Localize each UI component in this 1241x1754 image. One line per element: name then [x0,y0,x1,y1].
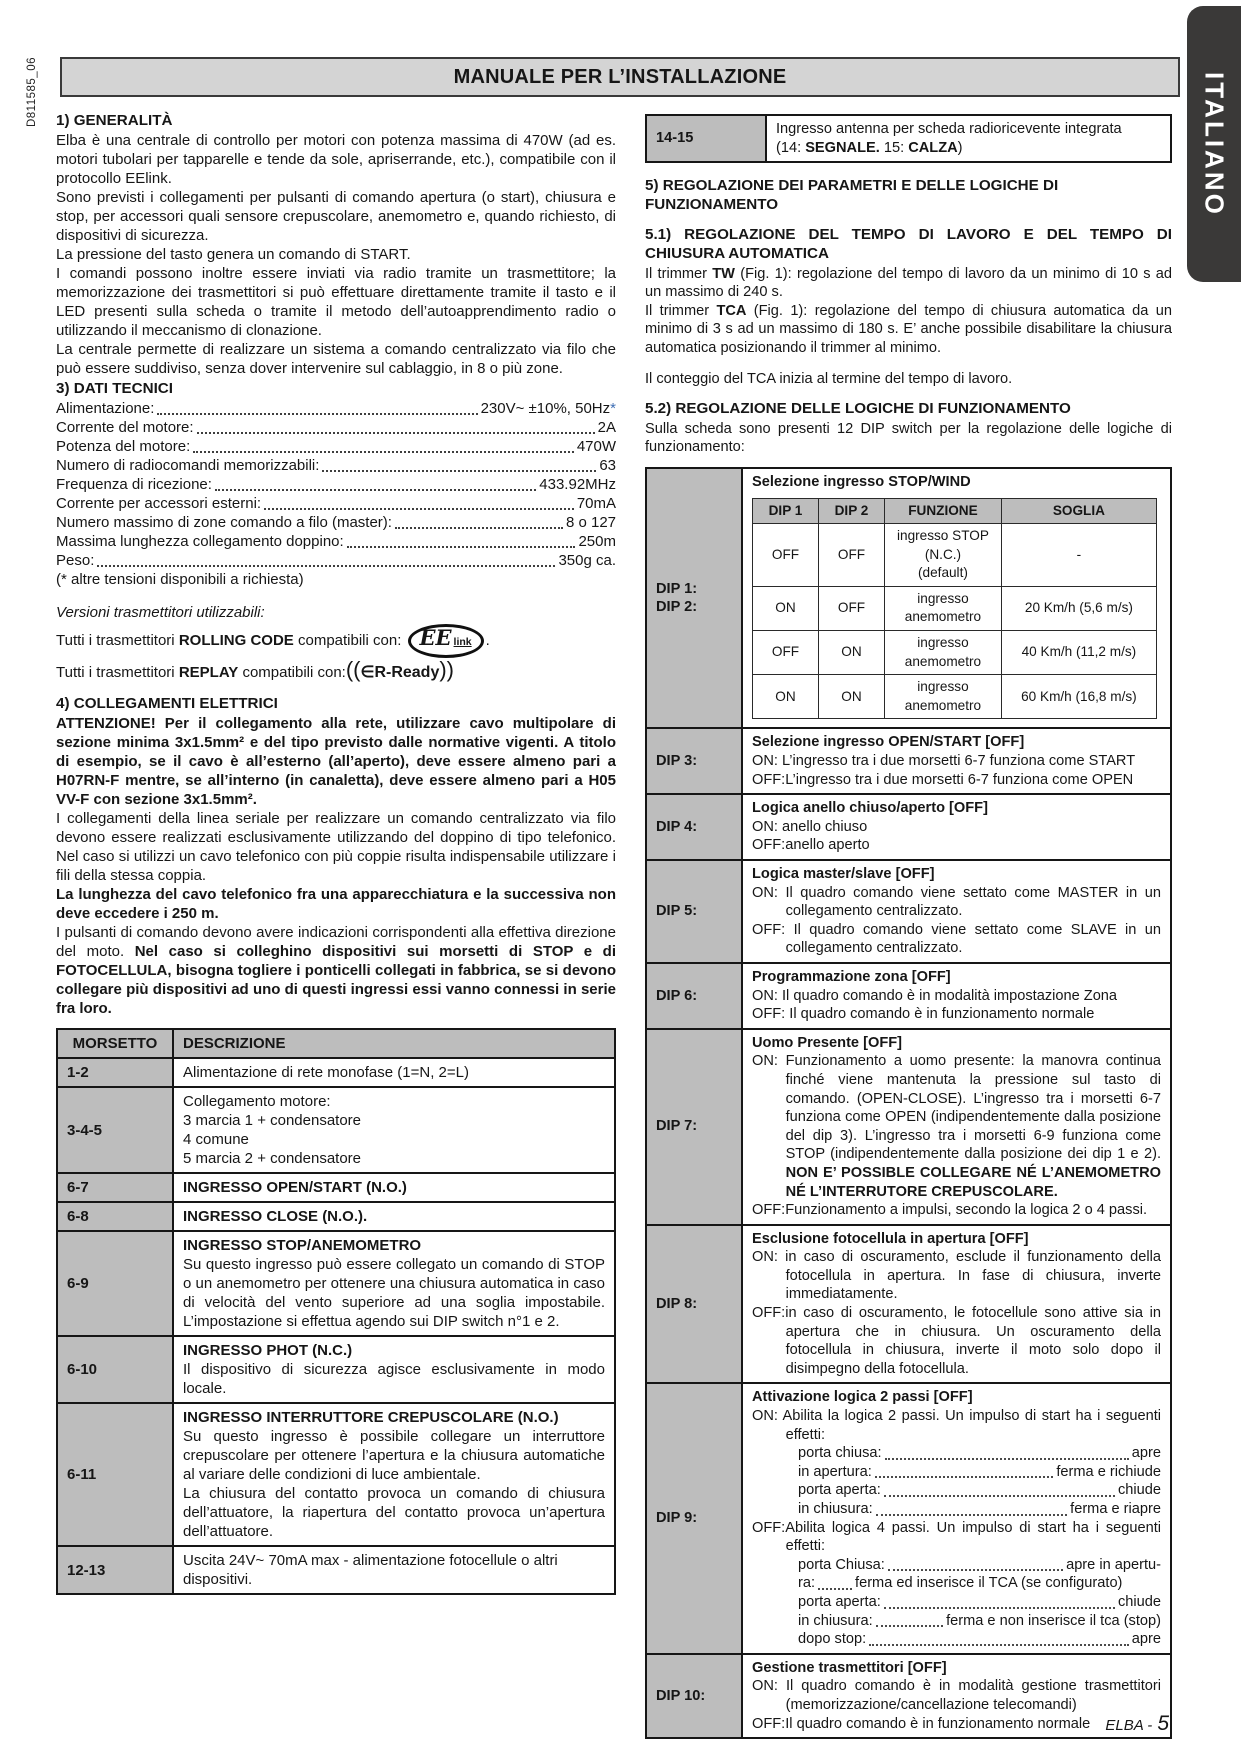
section-4-bold-note: La lunghezza del cavo telefonico fra una apparecchiatura e la successiva non deve eccedere i 250 m. [56,886,616,922]
description-title: INGRESSO PHOT (N.C.) [183,1342,353,1359]
dotted-leader [97,551,555,567]
replay-text: Tutti i trasmettitori REPLAY compatibili con: [56,664,346,681]
period: . [485,631,490,649]
soglia-cell: 20 Km/h (5,6 m/s) [1001,586,1156,630]
dip-switch-table [645,467,1172,1739]
description-line: 3 marcia 1 + condensatore [183,1112,362,1129]
effect-label: porta Chiusa: [798,1556,885,1573]
table-row [646,115,1171,162]
description-line: Su questo ingresso può essere collegato un comando di STOP o un anemometro per ottenere una chiusura automatica in caso di velocità del vento superiore ad una soglia impostabile. L’impostazione si effettua agendo sui DIP switch n°1 e 2. [183,1256,605,1330]
dotted-leader [264,494,574,510]
soglia-cell: - [1001,524,1156,587]
dip-label-cell [646,468,742,729]
effect-result: chiude [1117,1593,1161,1610]
effect-label: porta aperta: [798,1593,881,1610]
dip-off-line: OFF:Abilita logica 4 passi. Un impulso di start ha i seguenti effetti: [752,1519,1161,1555]
tech-spec-label: Frequenza di ricezione: [56,476,212,493]
section-4-paragraph: I pulsanti di comando devono avere indicazioni corrispondenti alla effettiva direzione del moto. Nel caso si colleghino dispositivi sui morsetti di STOP e di FOTOCELLULA, bisogna togliere i ponticelli collegati in fabbrica, se si devono collegare più dispositivi ad uno di questi ingressi essi vanno connessi in serie fra loro. [56,924,616,1017]
section-4-paragraph: I collegamenti della linea seriale per realizzare un comando centralizzato via filo devono essere realizzati esclusivamente utilizzando del doppino di tipo telefonico. Nel caso si utilizzi un cavo telefonico con più coppie risulta indispensabile utilizzare i fili della stessa coppia. [56,810,616,884]
dip1-state: OFF [753,631,819,675]
dip-row-5 [646,860,1171,963]
terminal-cell: 6-9 [57,1231,173,1336]
dip2-state: ON [819,675,885,719]
dip-row-4 [646,794,1171,860]
effect-label: in chiusura: [798,1612,873,1629]
eelink-logo-sub: link [453,636,472,648]
section-5-1-paragraph: Il trimmer TCA (Fig. 1): regolazione del tempo di chiusura automatica da un minimo di 3 s ad un massimo di 180 s. E’ anche possibile disabilitare la chiusura automatica posizionando il trimmer al minimo. [645,302,1172,356]
dip-title: Gestione trasmettitori [OFF] [752,1659,947,1676]
description-cell: Alimentazione di rete monofase (1=N, 2=L) [173,1058,615,1087]
description-cell: INGRESSO OPEN/START (N.O.) [173,1173,615,1202]
subtable-row [753,675,1157,719]
effect-result: apre [1131,1445,1161,1462]
dip-on-line: ON: Il quadro comando viene settato come MASTER in un collegamento centralizzato. [752,884,1161,920]
effect-result: chiude [1117,1482,1161,1499]
dip-on-line: ON: Abilita la logica 2 passi. Un impulso di start ha i seguenti effetti: [752,1408,1161,1443]
dip-content-cell [742,1225,1171,1384]
terminal-cell: 6-11 [57,1403,173,1546]
dip1-state: ON [753,675,819,719]
tech-spec-label: Corrente del motore: [56,419,194,436]
effect-line [798,1481,1161,1500]
effect-result: ferma e non inserisce il tca (stop) [946,1612,1161,1629]
effect-result: apre [1131,1631,1161,1648]
dip-content-cell [742,468,1171,729]
dip-row-10 [646,1654,1171,1738]
tech-spec-value: 250m [578,533,616,550]
terminal-cell: 1-2 [57,1058,173,1087]
table-header-row [57,1029,615,1058]
dip-content-cell [742,860,1171,963]
tech-spec-label: Massima lunghezza collegamento doppino: [56,533,344,550]
funzione-cell: ingresso anemometro [885,631,1002,675]
dip-row-7 [646,1029,1171,1225]
description-title: INGRESSO INTERRUTTORE CREPUSCOLARE (N.O.) [183,1409,559,1426]
dip-off-line: OFF: Il quadro comando è in funzionamento normale [752,1006,1095,1023]
effect-label: in chiusura: [798,1501,873,1517]
footnote-asterisk: * [610,400,616,417]
rolling-code-line [56,624,616,658]
description-line: Su questo ingresso è possibile collegare un interruttore crepuscolare per ottenere l’apertura e la chiusura automatiche al variare delle condizioni di luce ambientale. [183,1428,605,1483]
tech-spec-value: 230V~ ±10%, 50Hz [480,400,611,417]
tech-spec-value: 70mA [576,495,616,512]
effect-label: ra: [798,1575,816,1592]
er-ready-logo [345,657,454,682]
dip-on-line: ON: L’ingresso tra i due morsetti 6-7 funziona come START [752,753,1136,770]
dotted-leader [818,1574,852,1590]
dip-on-line: ON: Funzionamento a uomo presente: la manovra continua finché viene mantenuta la pressione sul tasto di comando. (OPEN-CLOSE). L’ingresso tra i morsetti 6-7 funziona come OPEN (indipendentemente dalla posizione del dip 3). L’ingresso tra i morsetti 6-9 funziona come STOP (indipendentemente dalla posizione dei dip 1 e 2). NON E’ POSSIBLE COLLEGARE NÉ L’ANEMOMETRO NÉ L’INTERRUTORE CREPUSCOLARE. [752,1053,1161,1200]
subtable-row [753,524,1157,587]
tech-spec-row [56,437,616,456]
dip-row-1-2 [646,468,1171,729]
dip2-state: OFF [819,586,885,630]
dip-label-cell: DIP 6: [646,963,742,1029]
eelink-logo [408,624,484,658]
description-cell [173,1403,615,1546]
terminal-cell: 6-7 [57,1173,173,1202]
tech-spec-value: 2A [597,419,616,436]
description-line: Il dispositivo di sicurezza agisce esclusivamente in modo locale. [183,1361,605,1397]
terminal-cell: 6-8 [57,1202,173,1231]
descrizione-column-header: DESCRIZIONE [173,1029,615,1058]
description-cell: Uscita 24V~ 70mA max - alimentazione fotocellule o altri dispositivi. [173,1546,615,1594]
subtable-header: SOGLIA [1001,498,1156,524]
dip-row-3 [646,728,1171,794]
section-5-2-heading: 5.2) REGOLAZIONE DELLE LOGICHE DI FUNZIONAMENTO [645,400,1071,418]
tech-spec-row [56,475,616,494]
tech-spec-label: Peso: [56,552,95,569]
funzione-cell: ingresso anemometro [885,675,1002,719]
funzione-line: ingresso STOP (N.C.) [896,528,989,562]
dip-row-9 [646,1383,1171,1653]
transmitter-versions-title: Versioni trasmettitori utilizzabili: [56,604,265,621]
table-row [57,1173,615,1202]
description-line: Collegamento motore: [183,1093,331,1110]
dip-off-line: OFF:anello aperto [752,837,870,854]
section-5-1-paragraph: Il trimmer TW (Fig. 1): regolazione del tempo di lavoro da un minimo di 10 s ad un massimo di 240 s. [645,265,1172,301]
funzione-line: (default) [918,565,968,581]
footer-page-number: 5 [1157,1712,1169,1735]
tech-spec-row [56,399,616,418]
dip-off-line: OFF:in caso di oscuramento, le fotocellule sono attive sia in apertura che in chiusura. Un oscuramento della fotocellula in chiusura, inverte il moto solo dopo il disimpegno della fotocellula. [752,1305,1161,1377]
dotted-leader [884,1593,1115,1609]
dip-label-cell: DIP 5: [646,860,742,963]
soglia-cell: 60 Km/h (16,8 m/s) [1001,675,1156,719]
dotted-leader [322,456,596,472]
dip-content-cell [742,794,1171,860]
effect-line [798,1500,1161,1519]
effect-result: ferma e riapre [1070,1501,1161,1517]
eelink-logo-text: EE [419,625,452,650]
dip-title: Attivazione logica 2 passi [OFF] [752,1389,973,1406]
tech-spec-label: Numero massimo di zone comando a filo (master): [56,514,392,531]
dotted-leader [193,437,574,453]
dip1-state: ON [753,586,819,630]
dip-on-line: ON: Il quadro comando è in modalità gestione trasmettitori (memorizzazione/cancellazione telecomandi) [752,1678,1161,1713]
subtable-header: FUNZIONE [885,498,1002,524]
section-1-paragraph: La centrale permette di realizzare un sistema a comando centralizzato via filo che può essere suddiviso, senza dover intervenire sul cablaggio, in 8 o più zone. [56,341,616,377]
replay-line [56,657,616,682]
section-5-1-paragraph: Il conteggio del TCA inizia al termine del tempo di lavoro. [645,370,1013,387]
description-cell [766,115,1171,162]
effect-line [798,1593,1161,1612]
morsetto-table [56,1028,616,1595]
effect-result: ferma e richiude [1056,1463,1161,1480]
section-1-paragraph: Elba è una centrale di controllo per motori con potenza massima di 470W (ad es. motori tubolari per tapparelle e tende da sole, apriserrande, etc.), compatibile con il protocollo EElink. [56,132,616,187]
terminal-cell: 12-13 [57,1546,173,1594]
tech-spec-row [56,418,616,437]
page-footer [1105,1712,1169,1736]
table-row [57,1231,615,1336]
effect-label: dopo stop: [798,1631,867,1648]
dip-off-line: OFF:L’ingresso tra i due morsetti 6-7 funziona come OPEN [752,771,1134,788]
subtable-row [753,586,1157,630]
subtable-header: DIP 1 [753,498,819,524]
dotted-leader [875,1463,1054,1479]
dotted-leader [869,1630,1129,1646]
subtable-header-row [753,498,1157,524]
dip-title: Programmazione zona [OFF] [752,968,951,985]
tech-note: (* altre tensioni disponibili a richiesta) [56,571,304,588]
dip-on-line: ON: Il quadro comando è in modalità impostazione Zona [752,987,1118,1004]
footer-model-name: ELBA - [1105,1717,1153,1734]
subtable-row [753,631,1157,675]
section-1-paragraph: Sono previsti i collegamenti per pulsanti di comando apertura (o start), chiusura e stop, per accessori quali sensore crepuscolare, anemometro e, quando richiesto, di dispositivi di sicurezza. [56,189,616,244]
table-row [57,1546,615,1594]
description-cell [173,1231,615,1336]
dip-label-cell: DIP 4: [646,794,742,860]
dip-off-line: OFF: Il quadro comando viene settato come SLAVE in un collegamento centralizzato. [752,921,1161,957]
effect-line [798,1444,1161,1463]
dip-off-line: OFF:Funzionamento a impulsi, secondo la logica 2 o 4 passi. [752,1202,1148,1219]
dip2-state: ON [819,631,885,675]
section-5-2-paragraph: Sulla scheda sono presenti 12 DIP switch per la regolazione delle logiche di funzionamento: [645,420,1172,456]
language-tab-italiano [1187,6,1241,282]
dip-label: DIP 2: [656,599,698,616]
effect-label: porta chiusa: [798,1445,882,1462]
tech-spec-row [56,494,616,513]
dip-on-line: ON: anello chiuso [752,818,868,835]
table-row [57,1336,615,1403]
effect-label: in apertura: [798,1463,872,1480]
description-line: (14: SEGNALE. 15: CALZA) [776,139,963,156]
dip-label-cell: DIP 7: [646,1029,742,1225]
description-title: INGRESSO STOP/ANEMOMETRO [183,1237,422,1254]
rolling-code-text: Tutti i trasmettitori ROLLING CODE compatibili con: [56,631,406,649]
tech-spec-label: Potenza del motore: [56,438,191,455]
dip-title: Selezione ingresso OPEN/START [OFF] [752,734,1025,751]
dip-title: Esclusione fotocellula in apertura [OFF] [752,1230,1029,1247]
er-ready-text: ∈R-Ready [360,664,440,681]
dotted-leader [395,513,563,529]
er-ready-paren-open: (( [345,657,361,682]
dip-title: Logica master/slave [OFF] [752,866,935,882]
description-line: La chiusura del contatto provoca un comando di chiusura dell’attuatore, la riapertura del contatto provoca un’apertura dell’attuatore. [183,1485,605,1540]
dotted-leader [876,1612,943,1628]
section-5-heading: 5) REGOLAZIONE DEI PARAMETRI E DELLE LOGICHE DI FUNZIONAMENTO [645,177,1059,213]
funzione-cell [885,524,1002,587]
dip-on-line: ON: in caso di oscuramento, esclude il funzionamento della fotocellula in apertura. In fase di chiusura, inverte immediatamente. [752,1249,1161,1303]
left-column [56,110,616,1595]
dip1-state: OFF [753,524,819,587]
er-ready-paren-close: )) [439,657,454,682]
description-line: 4 comune [183,1131,249,1148]
effect-label: porta aperta: [798,1482,881,1499]
dip-row-8 [646,1225,1171,1384]
morsetto-column-header: MORSETTO [57,1029,173,1058]
dip-label-cell: DIP 10: [646,1654,742,1738]
dip-title: Uomo Presente [OFF] [752,1034,903,1051]
page-title: MANUALE PER L’INSTALLAZIONE [453,65,787,88]
tech-spec-value: 470W [576,438,616,455]
dotted-leader [885,1444,1129,1460]
section-4-heading: 4) COLLEGAMENTI ELETTRICI [56,695,278,712]
tech-spec-label: Alimentazione: [56,400,155,417]
document-code: D811585_06 [26,57,38,128]
terminal-cell: 14-15 [646,115,766,162]
section-3-heading: 3) DATI TECNICI [56,380,173,397]
subtable-header: DIP 2 [819,498,885,524]
tech-spec-value: 433.92MHz [539,476,616,493]
tech-spec-row [56,532,616,551]
dip-content-cell [742,728,1171,794]
tech-spec-row [56,456,616,475]
table-row [57,1403,615,1546]
language-tab-label: ITALIANO [1199,71,1230,217]
dotted-leader [157,399,477,415]
dip2-state: OFF [819,524,885,587]
dip-content-cell [742,963,1171,1029]
soglia-cell: 40 Km/h (11,2 m/s) [1001,631,1156,675]
dip-row-6 [646,963,1171,1029]
effect-line [798,1556,1161,1575]
table-row [57,1087,615,1173]
funzione-cell: ingresso anemometro [885,586,1002,630]
dotted-leader [215,475,536,491]
stop-wind-subtable [752,498,1157,720]
dotted-leader [347,532,576,548]
terminal-14-15-table [645,114,1172,163]
dip-title: Selezione ingresso STOP/WIND [752,473,971,490]
dotted-leader [884,1481,1115,1497]
dotted-leader [876,1500,1068,1516]
dip-content-cell [742,1029,1171,1225]
description-cell: INGRESSO CLOSE (N.O.). [173,1202,615,1231]
tech-spec-value: 350g ca. [558,552,616,569]
effect-line [798,1612,1161,1631]
dotted-leader [197,418,595,434]
tech-spec-row [56,551,616,570]
dotted-leader [888,1556,1063,1572]
section-1-heading: 1) GENERALITÀ [56,112,173,129]
description-cell [173,1336,615,1403]
effect-line [798,1630,1161,1649]
dip-content-cell [742,1383,1171,1653]
effect-line [798,1463,1161,1482]
page-header-band [60,57,1180,97]
dip-label-cell: DIP 8: [646,1225,742,1384]
tech-spec-label: Numero di radiocomandi memorizzabili: [56,457,320,474]
terminal-cell: 6-10 [57,1336,173,1403]
tech-spec-value: 63 [599,457,616,474]
tech-spec-label: Corrente per accessori esterni: [56,495,262,512]
tech-spec-value: 8 o 127 [565,514,616,531]
section-5-1-heading: 5.1) REGOLAZIONE DEL TEMPO DI LAVORO E DEL TEMPO DI CHIUSURA AUTOMATICA [645,226,1172,262]
description-line: Ingresso antenna per scheda radioricevente integrata [776,121,1122,137]
description-line: 5 marcia 2 + condensatore [183,1150,362,1167]
section-1-paragraph: I comandi possono inoltre essere inviati via radio tramite un trasmettitore; la memorizzazione dei trasmettitori si può effettuare direttamente tramite il tasto e il LED presenti sulla scheda o tramite il metodo dell’autoapprendimento radio o utilizzando il meccanismo di clonazione. [56,265,616,339]
terminal-cell: 3-4-5 [57,1087,173,1173]
dip-off-line: OFF:Il quadro comando è in funzionamento normale [752,1715,1091,1732]
section-1-paragraph: La pressione del tasto genera un comando di START. [56,246,411,263]
effect-result: apre in apertu- [1066,1556,1161,1573]
effect-result: ferma ed inserisce il TCA (se configurato) [855,1575,1123,1592]
dip-label-cell: DIP 3: [646,728,742,794]
tech-spec-row [56,513,616,532]
dip-label-cell: DIP 9: [646,1383,742,1653]
table-row [57,1202,615,1231]
dip-label: DIP 1: [656,580,698,597]
description-cell [173,1087,615,1173]
effect-line [798,1574,1161,1593]
dip-title: Logica anello chiuso/aperto [OFF] [752,800,988,817]
section-4-warning: ATTENZIONE! Per il collegamento alla rete, utilizzare cavo multipolare di sezione minima 3x1.5mm² e del tipo previsto dalle normative vigenti. A titolo di esempio, se il cavo è all’esterno (all’aperto), deve essere almeno pari a H07RN-F mentre, se all’interno (in canaletta), deve essere almeno pari a H05 VV-F con sezione 3x1.5mm². [56,715,616,808]
table-row [57,1058,615,1087]
right-column [645,112,1172,1739]
